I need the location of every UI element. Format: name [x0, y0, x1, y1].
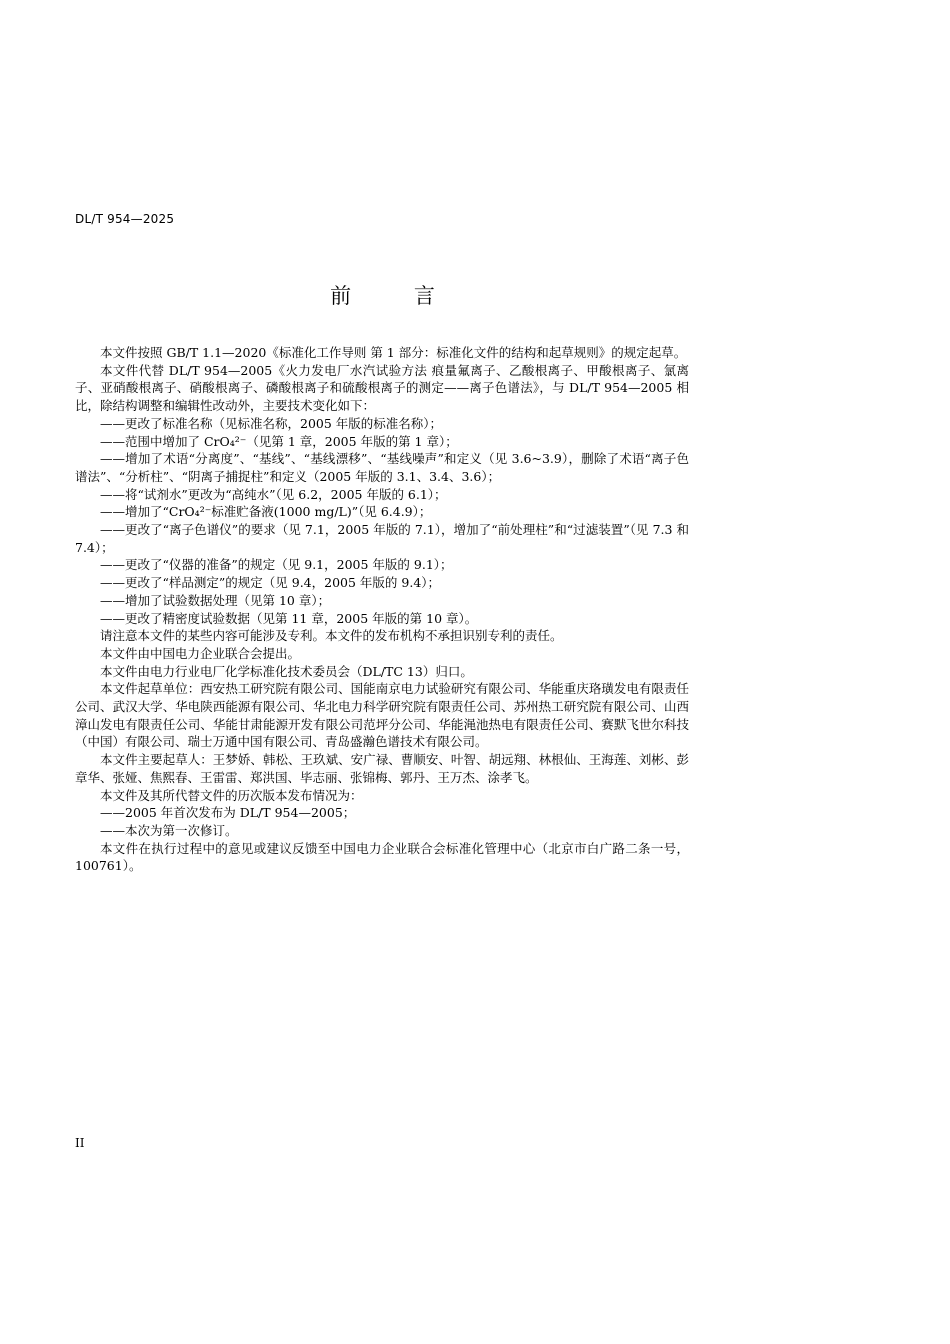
- history-item: ——本次为第一次修订。: [100, 822, 238, 838]
- change-item: ——更改了精密度试验数据（见第 11 章，2005 年版的第 10 章）。: [100, 610, 478, 626]
- change-item: ——范围中增加了 CrO₄²⁻（见第 1 章，2005 年版的第 1 章）；: [100, 433, 458, 449]
- paragraph-drafters: 本文件主要起草人：王梦娇、韩松、王玖斌、安广禄、曹顺安、叶智、胡远翔、林根仙、王海莲、刘彬、彭章华、张娅、焦熙春、王雷雷、郑洪国、毕志丽、张锦梅、郭丹、王万杰、涂孝飞。: [75, 752, 689, 785]
- change-item: ——增加了试验数据处理（见第 10 章）；: [100, 592, 331, 608]
- change-item: ——更改了“样品测定”的规定（见 9.4，2005 年版的 9.4）；: [100, 575, 441, 591]
- change-item: ——更改了“离子色谱仪”的要求（见 7.1，2005 年版的 7.1），增加了“前处理柱”和“过滤装置”（见 7.3 和 7.4）；: [75, 522, 689, 555]
- paragraph-patent-notice: 请注意本文件的某些内容可能涉及专利。本文件的发布机构不承担识别专利的责任。: [100, 628, 563, 644]
- paragraph-proposer: 本文件由中国电力企业联合会提出。: [100, 645, 301, 661]
- paragraph-drafting-units: 本文件起草单位：西安热工研究院有限公司、国能南京电力试验研究有限公司、华能重庆珞璜发电有限责任公司、武汉大学、华电陕西能源有限公司、华北电力科学研究院有限责任公司、苏州热工研究院有限公司、山西漳山发电有限责任公司、华能甘肃能源开发有限公司范坪分公司、华能渑池热电有限责任公司、赛默飞世尔科技（中国）有限公司、瑞士万通中国有限公司、青岛盛瀚色谱技术有限公司。: [75, 681, 689, 750]
- foreword-body: [75, 344, 689, 875]
- paragraph-drafting-basis: 本文件按照 GB/T 1.1—2020《标准化工作导则 第 1 部分：标准化文件的结构和起草规则》的规定起草。: [100, 345, 687, 360]
- paragraph-committee: 本文件由电力行业电厂化学标准化技术委员会（DL/TC 13）归口。: [100, 663, 473, 679]
- change-item: ——增加了术语“分离度”、“基线”、“基线漂移”、“基线噪声”和定义（见 3.6~3.9），删除了术语“离子色谱法”、“分析柱”、“阴离子捕捉柱”和定义（2005 年版的 3.1、3.4、3.6）；: [75, 451, 689, 484]
- change-item: ——更改了“仪器的准备”的规定（见 9.1，2005 年版的 9.1）；: [100, 557, 453, 573]
- page-title: 前 言: [330, 284, 463, 308]
- document-code: DL/T 954—2025: [75, 212, 175, 226]
- change-item: ——更改了标准名称（见标准名称，2005 年版的标准名称）；: [100, 415, 443, 431]
- change-item: ——增加了“CrO₄²⁻标准贮备液(1000 mg/L)”（见 6.4.9）；: [100, 504, 432, 520]
- paragraph-history-intro: 本文件及其所代替文件的历次版本发布情况为：: [100, 787, 363, 803]
- paragraph-feedback: 本文件在执行过程中的意见或建议反馈至中国电力企业联合会标准化管理中心（北京市白广路二条一号，100761）。: [75, 840, 689, 874]
- history-item: ——2005 年首次发布为 DL/T 954—2005；: [100, 805, 356, 821]
- page-number: II: [75, 1136, 85, 1150]
- change-item: ——将“试剂水”更改为“高纯水”（见 6.2，2005 年版的 6.1）；: [100, 486, 447, 502]
- paragraph-replacement: 本文件代替 DL/T 954—2005《火力发电厂水汽试验方法 痕量氟离子、乙酸根离子、甲酸根离子、氯离子、亚硝酸根离子、硝酸根离子、磷酸根离子和硫酸根离子的测定——离子色谱法》，与 DL/T 954—2005 相比，除结构调整和编辑性改动外，主要技术变化如下：: [75, 362, 689, 414]
